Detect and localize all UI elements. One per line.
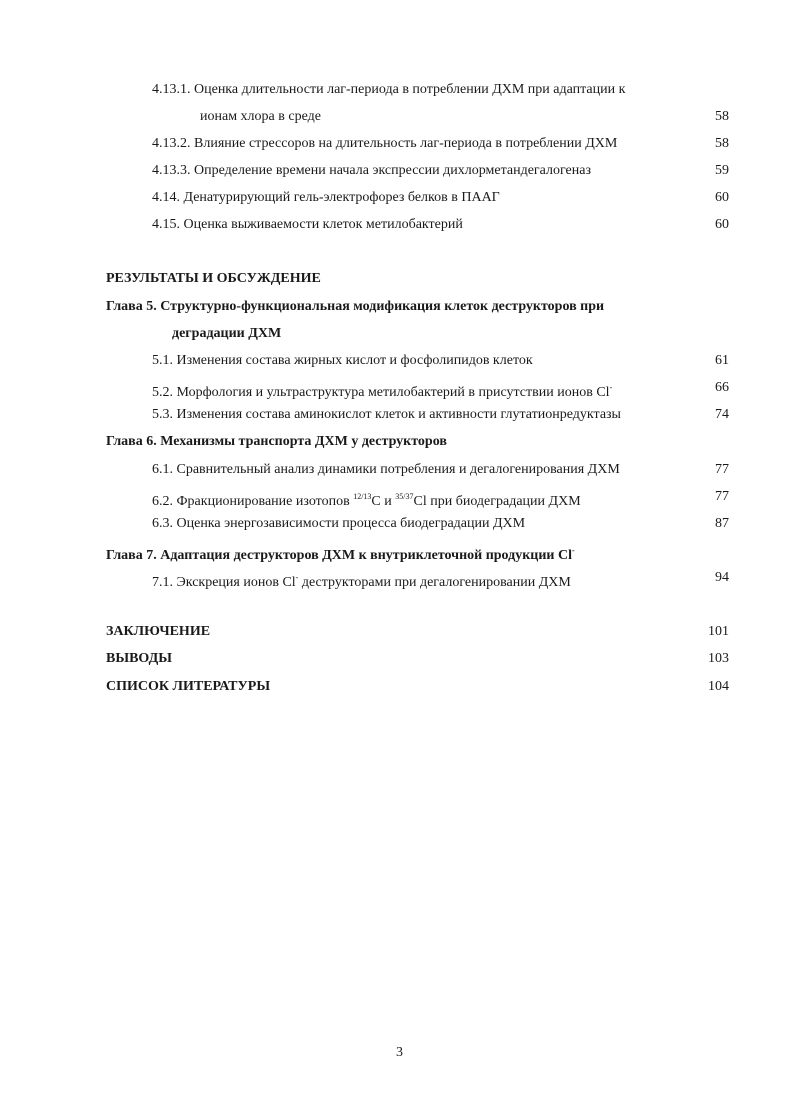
toc-title-part: C и xyxy=(371,494,396,509)
toc-entry-6-2 xyxy=(152,488,581,511)
toc-page: 104 xyxy=(708,679,729,694)
toc-entry-4-13-2 xyxy=(152,135,617,153)
toc-entry-5-3: 5.3. Изменения состава аминокислот клеток и активности глутатионредуктазы xyxy=(152,407,621,422)
toc-title: ионам хлора в среде xyxy=(200,109,321,124)
toc-page: 94 xyxy=(715,570,729,585)
toc-title-part: деструкторами при дегалогенировании ДХМ xyxy=(298,575,571,590)
section-findings: ВЫВОДЫ xyxy=(106,651,172,666)
toc-title: Денатурирующий гель-электрофорез белков в ПААГ xyxy=(183,190,500,205)
toc-page: 101 xyxy=(708,624,729,639)
toc-entry-6-3: 6.3. Оценка энергозависимости процесса биодеградации ДХМ xyxy=(152,516,526,531)
toc-page: 74 xyxy=(715,407,729,422)
toc-page: 66 xyxy=(715,380,729,395)
toc-page: 87 xyxy=(715,516,729,531)
toc-title: Оценка выживаемости клеток метилобактерий xyxy=(183,217,463,232)
toc-entry-4-14 xyxy=(152,189,500,207)
section-heading-results: РЕЗУЛЬТАТЫ И ОБСУЖДЕНИЕ xyxy=(106,271,321,286)
toc-entry-4-13-3 xyxy=(152,162,591,180)
superscript: 35/37 xyxy=(395,492,414,501)
toc-title: Оценка длительности лаг-периода в потреблении ДХМ при адаптации к xyxy=(194,82,626,97)
page-number: 3 xyxy=(396,1045,403,1060)
toc-number: 4.15. xyxy=(152,217,180,232)
superscript: 12/13 xyxy=(353,492,372,501)
superscript: - xyxy=(295,573,299,582)
toc-page: 59 xyxy=(715,163,729,178)
toc-title-part: 6.2. Фракционирование изотопов xyxy=(152,494,354,509)
superscript: - xyxy=(609,383,613,392)
toc-entry-5-1: 5.1. Изменения состава жирных кислот и фосфолипидов клеток xyxy=(152,353,533,368)
toc-entry-4-13-1-cont xyxy=(200,108,321,126)
toc-title: 5.2. Морфология и ультраструктура метилобактерий в присутствии ионов Cl xyxy=(152,385,610,400)
toc-page: 61 xyxy=(715,353,729,368)
toc-entry-4-13-1 xyxy=(152,81,625,99)
toc-entry-6-1: 6.1. Сравнительный анализ динамики потребления и дегалогенирования ДХМ xyxy=(152,462,620,477)
toc-page: 103 xyxy=(708,651,729,666)
toc-number: 4.14. xyxy=(152,190,180,205)
toc-entry-5-2 xyxy=(152,379,612,402)
toc-number: 4.13.2. xyxy=(152,136,191,151)
chapter-7-title xyxy=(106,542,575,565)
toc-entry-7-1 xyxy=(152,569,571,592)
toc-page: 60 xyxy=(715,190,729,205)
toc-page: 77 xyxy=(715,489,729,504)
toc-title-part: 7.1. Экскреция ионов Cl xyxy=(152,575,296,590)
chapter-6-title: Глава 6. Механизмы транспорта ДХМ у деструкторов xyxy=(106,434,447,449)
superscript: - xyxy=(572,546,575,555)
section-references: СПИСОК ЛИТЕРАТУРЫ xyxy=(106,679,271,694)
section-conclusion: ЗАКЛЮЧЕНИЕ xyxy=(106,624,211,639)
chapter-5-title: Глава 5. Структурно-функциональная модификация клеток деструкторов при xyxy=(106,299,605,314)
chapter-title-text: Глава 7. Адаптация деструкторов ДХМ к внутриклеточной продукции Cl xyxy=(106,548,572,563)
toc-page: 60 xyxy=(715,217,729,232)
chapter-5-title-cont: деградации ДХМ xyxy=(172,326,282,341)
toc-number: 4.13.3. xyxy=(152,163,191,178)
toc-page: 77 xyxy=(715,462,729,477)
toc-page: 58 xyxy=(715,136,729,151)
toc-title-part: Cl при биодеградации ДХМ xyxy=(413,494,581,509)
toc-page: 58 xyxy=(715,109,729,124)
toc-title: Влияние стрессоров на длительность лаг-периода в потреблении ДХМ xyxy=(194,136,618,151)
toc-title: Определение времени начала экспрессии дихлорметандегалогеназ xyxy=(194,163,591,178)
toc-number: 4.13.1. xyxy=(152,82,191,97)
toc-entry-4-15 xyxy=(152,216,463,234)
